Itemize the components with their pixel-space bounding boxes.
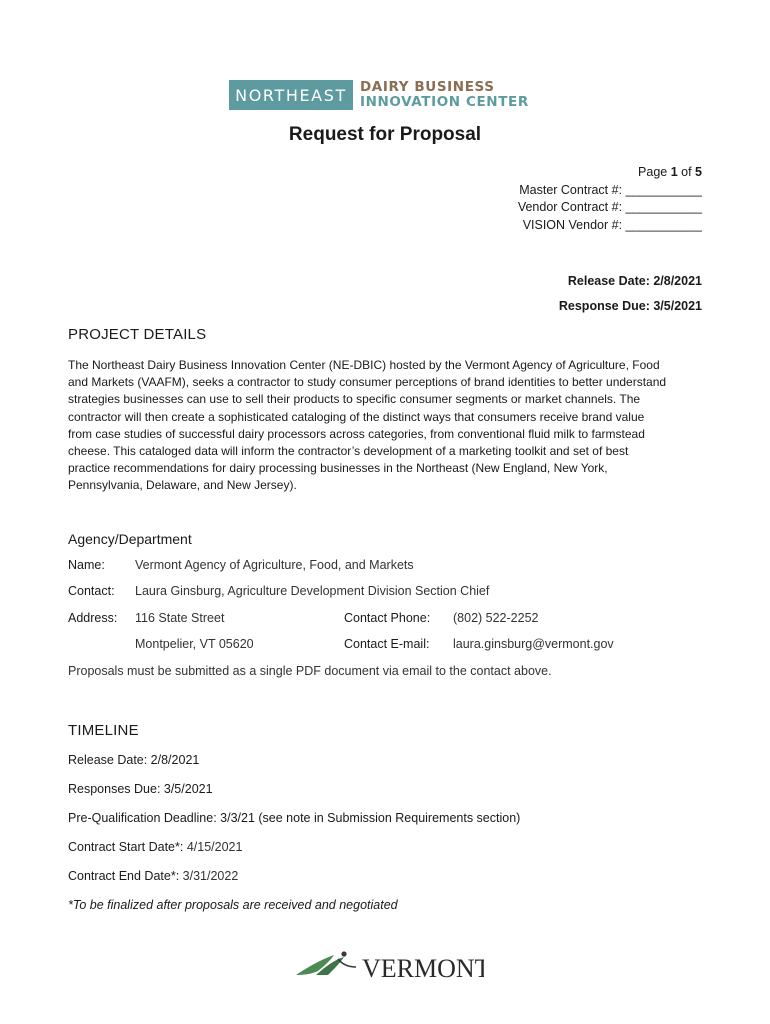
vision-vendor-field: VISION Vendor #: ___________ bbox=[522, 217, 702, 232]
page-indicator: Page 1 of 5 bbox=[638, 165, 702, 179]
timeline-end: Contract End Date*: 3/31/2022 bbox=[68, 869, 239, 883]
document-title: Request for Proposal bbox=[288, 124, 482, 145]
logo-line-2: INNOVATION CENTER bbox=[360, 94, 529, 110]
timeline-note: *To be finalized after proposals are received and negotiated bbox=[68, 898, 398, 912]
release-date: Release Date: 2/8/2021 bbox=[567, 274, 702, 288]
vermont-wordmark: VERMONT bbox=[362, 954, 484, 983]
project-details-text: The Northeast Dairy Business Innovation Center (NE-DBIC) hosted by the Vermont Agency of Agriculture, Food and Markets (VAAFM), seeks a contractor to study consumer perceptions of brand identities to better understand strategies businesses can use to sell their products to specific consumer segments or market channels. The contractor will then create a sophisticated cataloging of the distinct ways that consumers receive brand value from case studies of successful dairy processors across categories, from conventional fluid milk to farmstead cheese. This cataloged data will inform the contractor’s development of a marketing toolkit and set of best practice recommendations for dairy processing businesses in the Northeast (New England, New York, Pennsylvania, Delaware, and New Jersey). bbox=[68, 358, 667, 493]
logo-text bbox=[360, 80, 529, 110]
contact-value: Laura Ginsburg, Agriculture Development Division Section Chief bbox=[135, 584, 490, 598]
logo-box: NORTHEAST bbox=[229, 80, 353, 110]
vendor-contract-field: Vendor Contract #: ___________ bbox=[517, 200, 702, 214]
timeline-heading: TIMELINE bbox=[68, 722, 139, 739]
master-contract-field: Master Contract #: ___________ bbox=[519, 182, 702, 197]
phone-value: (802) 522-2252 bbox=[453, 611, 539, 625]
email-value: laura.ginsburg@vermont.gov bbox=[453, 637, 614, 651]
timeline-start: Contract Start Date*: 4/15/2021 bbox=[68, 840, 243, 854]
address-line-1: 116 State Street bbox=[135, 611, 225, 625]
timeline-prequal: Pre-Qualification Deadline: 3/3/21 (see note in Submission Requirements section) bbox=[68, 811, 521, 825]
name-value: Vermont Agency of Agriculture, Food, and Markets bbox=[135, 558, 414, 572]
submission-note: Proposals must be submitted as a single PDF document via email to the contact above. bbox=[68, 664, 552, 678]
mountain-icon bbox=[294, 946, 484, 986]
timeline-responses: Responses Due: 3/5/2021 bbox=[68, 782, 213, 796]
agency-heading: Agency/Department bbox=[68, 531, 192, 547]
ne-dbic-logo bbox=[229, 80, 529, 110]
address-label: Address: bbox=[68, 611, 118, 625]
logo-line-1: DAIRY BUSINESS bbox=[360, 79, 495, 95]
timeline-release: Release Date: 2/8/2021 bbox=[68, 753, 200, 767]
address-line-2: Montpelier, VT 05620 bbox=[135, 637, 254, 651]
contact-label: Contact: bbox=[68, 584, 115, 598]
email-label: Contact E-mail: bbox=[344, 637, 430, 651]
contract-meta bbox=[518, 164, 702, 234]
name-label: Name: bbox=[68, 558, 105, 572]
phone-label: Contact Phone: bbox=[344, 611, 431, 625]
vermont-logo bbox=[294, 946, 484, 986]
project-details-heading: PROJECT DETAILS bbox=[68, 326, 207, 343]
response-due: Response Due: 3/5/2021 bbox=[558, 299, 702, 313]
